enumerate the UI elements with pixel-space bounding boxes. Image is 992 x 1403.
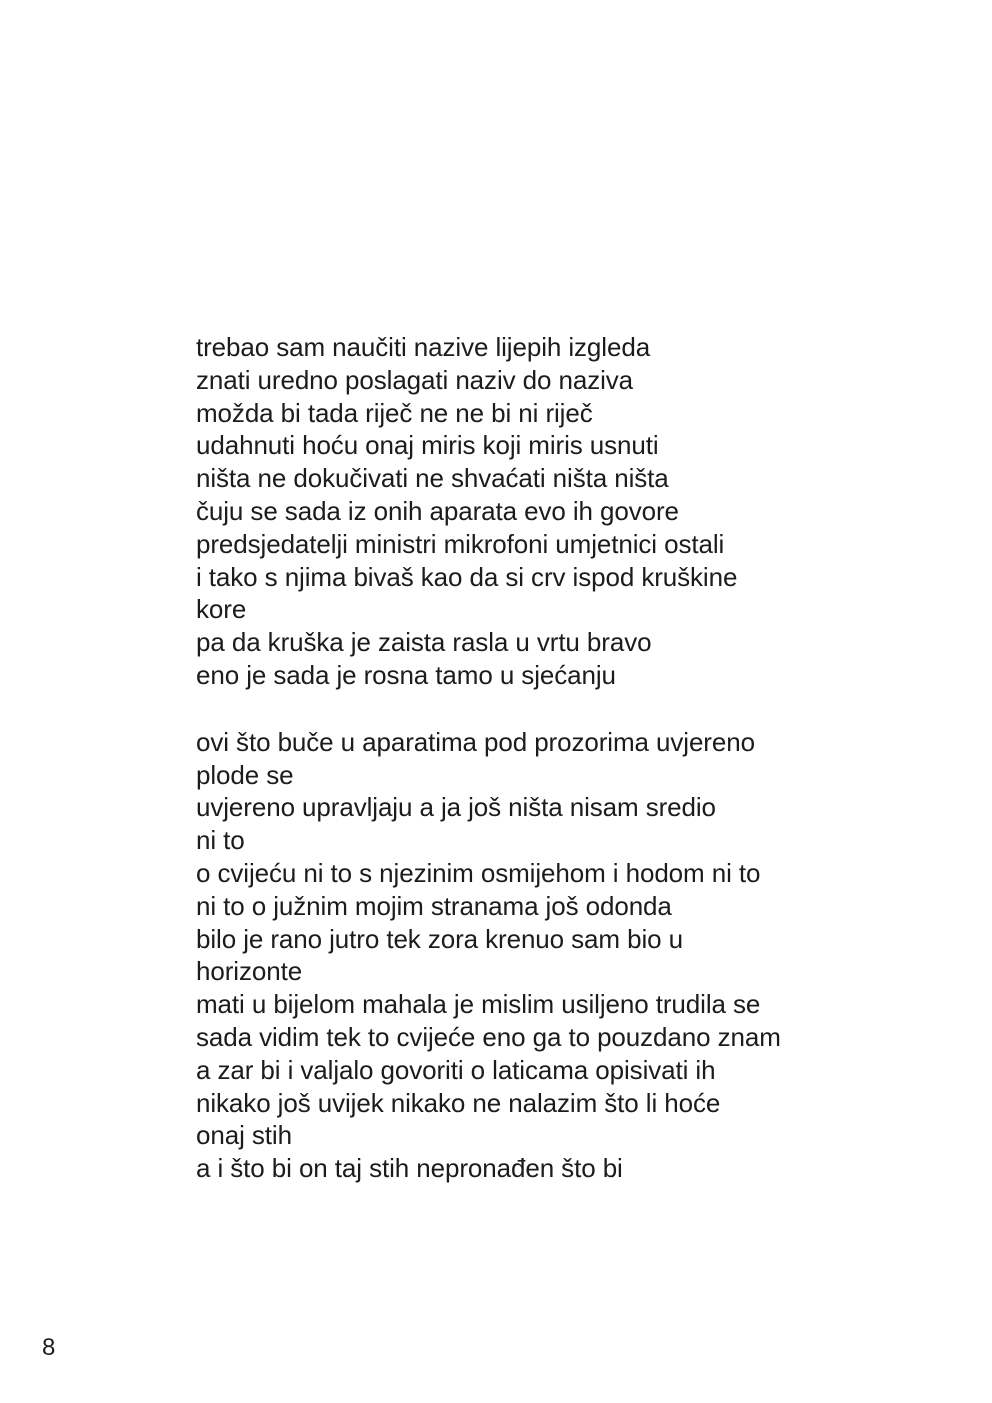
poem-line: ni to o južnim mojim stranama još odonda: [196, 890, 672, 921]
poem-line: i tako s njima bivaš kao da si crv ispod kruškine: [196, 561, 738, 592]
poem-line: čuju se sada iz onih aparata evo ih govore: [196, 495, 679, 526]
poem-body: [196, 331, 896, 1185]
poem-line: eno je sada je rosna tamo u sjećanju: [196, 659, 616, 690]
poem-line: kore: [196, 594, 247, 625]
poem-line: udahnuti hoću onaj miris koji miris usnuti: [196, 430, 659, 461]
page-number: 8: [42, 1334, 56, 1361]
poem-line: možda bi tada riječ ne ne bi ni riječ: [196, 397, 593, 428]
poem-line: bilo je rano jutro tek zora krenuo sam bio u: [196, 923, 683, 954]
poem-line: trebao sam naučiti nazive lijepih izgleda: [196, 332, 651, 362]
poem-line: predsjedatelji ministri mikrofoni umjetnici ostali: [196, 528, 725, 559]
poem-line: plode se: [196, 759, 294, 790]
poem-line: mati u bijelom mahala je mislim usiljeno trudila se: [196, 989, 761, 1020]
poem-line: a i što bi on taj stih nepronađen što bi: [196, 1153, 623, 1184]
poem-line: horizonte: [196, 956, 303, 987]
poem-line: ništa ne dokučivati ne shvaćati ništa ništa: [196, 463, 669, 494]
poem-line: sada vidim tek to cvijeće eno ga to pouzdano znam: [196, 1021, 781, 1052]
poem-line: o cvijeću ni to s njezinim osmijehom i hodom ni to: [196, 857, 761, 888]
poem-line: a zar bi i valjalo govoriti o laticama opisivati ih: [196, 1054, 716, 1085]
poem-line: uvjereno upravljaju a ja još ništa nisam sredio: [196, 792, 716, 823]
poem-line: ovi što buče u aparatima pod prozorima uvjereno: [196, 726, 755, 757]
poem-line: nikako još uvijek nikako ne nalazim što li hoće: [196, 1087, 721, 1118]
poem-line: pa da kruška je zaista rasla u vrtu bravo: [196, 627, 652, 658]
stanza-1: [196, 331, 896, 692]
poem-line: ni to: [196, 825, 245, 856]
stanza-2: [196, 726, 896, 1185]
poem-line: onaj stih: [196, 1120, 292, 1151]
poem-line: znati uredno poslagati naziv do naziva: [196, 364, 634, 395]
